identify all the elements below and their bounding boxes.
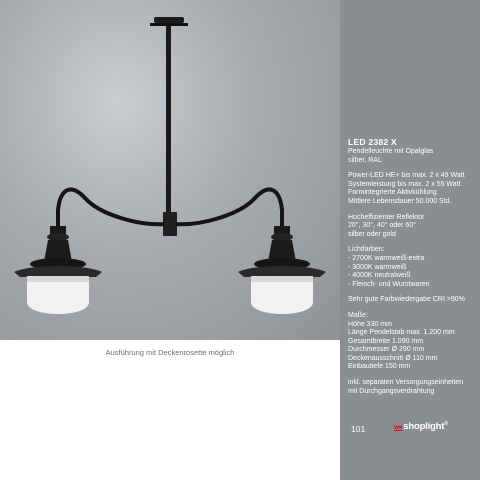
spec-line: Formintegrierte Aktivkühlung bbox=[348, 189, 437, 197]
logo-text: shoplight bbox=[403, 421, 445, 432]
spec-line: Maße: bbox=[348, 311, 368, 319]
spec-block bbox=[348, 296, 476, 305]
spec-line: silber, RAL bbox=[348, 156, 382, 164]
pendant-rod bbox=[166, 26, 171, 222]
photo-caption: Ausführung mit Deckenrosette möglich bbox=[105, 348, 235, 357]
spec-line: Durchmesser Ø 290 mm bbox=[348, 346, 425, 354]
spec-line: - 2700K warmweiß-extra bbox=[348, 254, 425, 262]
spec-line: Power-LED HE+ bis max. 2 x 49 Watt bbox=[348, 172, 465, 180]
spec-line: Systemleistung bis max. 2 x 55 Watt bbox=[348, 180, 461, 188]
left-arm bbox=[58, 189, 165, 228]
right-arm bbox=[175, 189, 282, 228]
spec-line: inkl. separaten Versorgungseinheiten bbox=[348, 379, 464, 387]
right-lamp-head bbox=[238, 226, 326, 314]
shoplight-logo bbox=[394, 421, 448, 432]
spec-block bbox=[348, 172, 476, 206]
spec-line: - 4000K neutralweiß bbox=[348, 272, 411, 280]
spec-block bbox=[348, 148, 476, 165]
product-title: LED 2382 X bbox=[348, 137, 397, 147]
spec-line: Hocheffizienter Reflektor bbox=[348, 213, 425, 221]
spec-line: Einbautiefe 150 mm bbox=[348, 363, 411, 371]
left-lamp-head bbox=[14, 226, 102, 314]
spec-line: Sehr gute Farbwiedergabe CRI >90% bbox=[348, 296, 465, 304]
spec-line: Länge Pendelstab max. 1.200 mm bbox=[348, 329, 455, 337]
spec-block bbox=[348, 379, 476, 396]
ceiling-rosette-base bbox=[150, 23, 188, 26]
spec-line: - 3000K warmweiß bbox=[348, 263, 407, 271]
spec-blocks bbox=[348, 148, 476, 396]
spec-line: 20°, 30°, 40° oder 60° bbox=[348, 222, 417, 230]
spec-block bbox=[348, 246, 476, 289]
ceiling-rosette bbox=[154, 17, 184, 23]
spec-line: mit Durchgangsverdrahtung bbox=[348, 387, 435, 395]
spec-block bbox=[348, 214, 476, 240]
spec-line: Mittlere Lebensdauer 50.000 Std. bbox=[348, 197, 452, 205]
spec-block bbox=[348, 312, 476, 372]
spec-line: Gesamtbreite 1.090 mm bbox=[348, 337, 424, 345]
logo-registered-mark: ® bbox=[444, 421, 448, 427]
spec-content bbox=[348, 137, 476, 403]
spec-panel bbox=[340, 0, 480, 480]
center-block bbox=[163, 212, 177, 236]
spec-line: Deckenausschnitt Ø 110 mm bbox=[348, 354, 438, 362]
spec-line: - Fleisch- und Wurstwaren bbox=[348, 280, 430, 288]
page-number: 101 bbox=[351, 424, 366, 434]
spec-line: Pendelleuchte mit Opalglas bbox=[348, 148, 434, 155]
logo-prefix: we bbox=[394, 424, 403, 431]
spec-line: silber oder gold bbox=[348, 230, 396, 238]
spec-line: Höhe 330 mm bbox=[348, 320, 392, 328]
spec-line: Lichtfarben: bbox=[348, 246, 385, 254]
